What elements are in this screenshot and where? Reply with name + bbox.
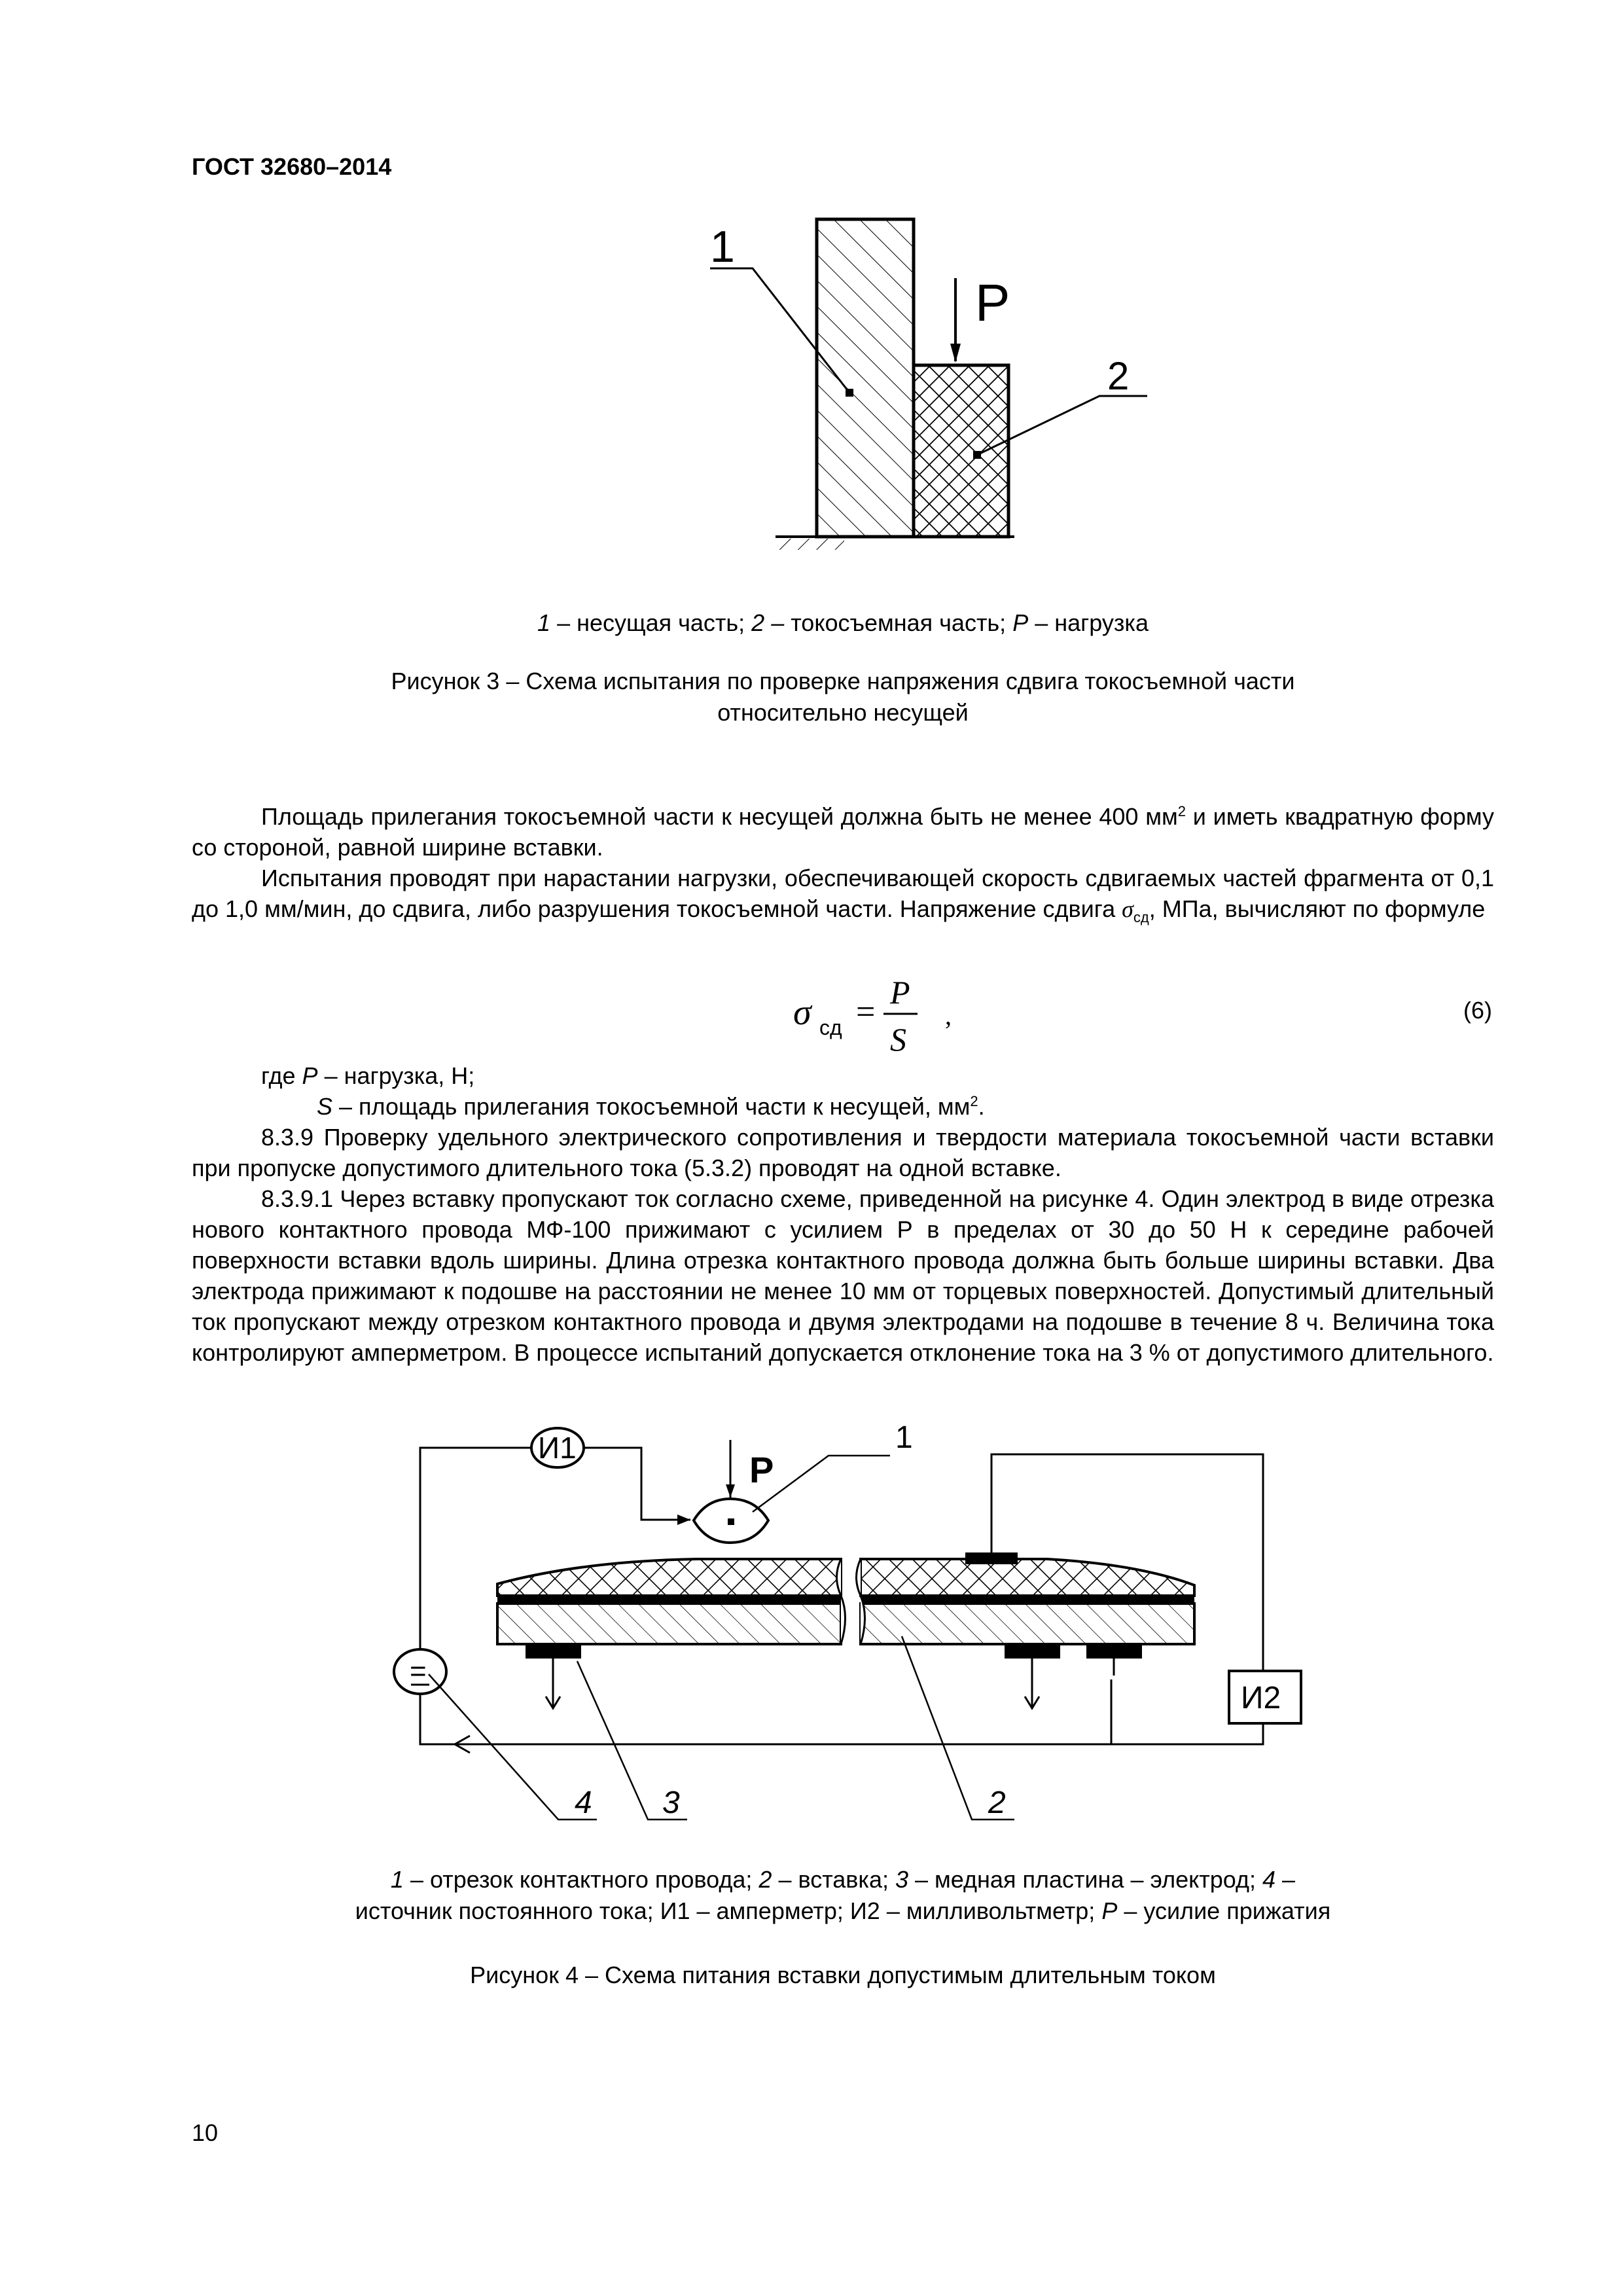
where2-sup: 2 — [970, 1093, 978, 1109]
formula-numerator: P — [890, 974, 910, 1011]
p2-text-b: , МПа, вычисляют по формуле — [1149, 895, 1486, 922]
where2-text-b: – площадь прилегания токосъемной части к несущей, мм — [332, 1093, 971, 1120]
insert-left-top — [497, 1559, 841, 1596]
load-label: P — [975, 274, 1010, 332]
where1-text-a: где — [261, 1062, 302, 1089]
where1-sym: P — [302, 1062, 318, 1089]
formula-6 — [792, 971, 988, 1062]
p1-sup: 2 — [1177, 803, 1186, 819]
callout-2-fig4: 2 — [988, 1785, 1006, 1820]
source-symbol: = — [410, 1655, 427, 1687]
insert-right-top — [861, 1559, 1194, 1596]
where2-sym: S — [317, 1093, 333, 1120]
where-line-2 — [317, 1091, 1494, 1122]
formula-denominator: S — [890, 1021, 906, 1058]
p1-text-a: Площадь прилегания токосъемной части к несущей должна быть не менее 400 мм — [261, 803, 1178, 830]
figure-3-title — [192, 666, 1494, 728]
figure-3 — [694, 209, 1178, 550]
p2-sub: сд — [1133, 909, 1149, 926]
legend-num-1: 1 — [537, 609, 551, 636]
f4-num-2: 2 — [758, 1866, 772, 1893]
equation-number: (6) — [1463, 997, 1492, 1024]
f4-text-2: – вставка; — [772, 1866, 895, 1893]
f4-text-3: – медная пластина – электрод; — [908, 1866, 1262, 1893]
where-line-1 — [261, 1060, 1494, 1091]
page-number: 10 — [192, 2119, 219, 2146]
callout-4-fig4: 4 — [575, 1785, 592, 1820]
paragraph-8-3-9: 8.3.9 Проверку удельного электрического сопротивления и твердости материала токосъемной части вставки при пропуске допустимого длительного тока (5.3.2) проводят на одной вставке. — [192, 1124, 1494, 1181]
figure-4-legend-line2 — [192, 1895, 1494, 1927]
electrode-bottom-mid — [1005, 1644, 1060, 1659]
paragraph-8-3-9-1: 8.3.9.1 Через вставку пропускают ток согласно схеме, приведенной на рисунке 4. Один электрод в виде отрезка нового контактного провода МФ-100 прижимают с усилием Р в пределах от 30 до 50 Н к середине рабочей поверхности вставки вдоль ширины. Длина отрезка контактного провода должна быть больше ширины вставки. Два электрода прижимают к подошве на расстоянии не менее 10 мм от торцевых поверхностей. Допустимый длительный ток пропускают между отрезком контактного провода и двумя электродами на подошве в течение 8 ч. Величина тока контролируют амперметром. В процессе испытаний допускается отклонение тока на 3 % от допустимого длительного. — [192, 1185, 1494, 1366]
callout-1-fig4: 1 — [895, 1420, 913, 1455]
legend-text-p: – нагрузка — [1028, 609, 1149, 636]
paragraph-test-procedure — [192, 863, 1494, 933]
legend-sym-p: P — [1012, 609, 1029, 636]
paragraph-contact-area — [192, 801, 1494, 863]
p2-text-a: Испытания проводят при нарастании нагрузки, обеспечивающей скорость сдвигаемых частей фрагмента от 0,1 до 1,0 мм/мин, до сдвига, либо разрушения токосъемной части. Напряжение сдвига — [192, 865, 1494, 922]
figure-3-title-line2: относительно несущей — [717, 699, 969, 726]
legend-text-2: – токосъемная часть; — [764, 609, 1013, 636]
f4-num-4: 4 — [1262, 1866, 1276, 1893]
f4-text-line2: источник постоянного тока; И1 – амперметр; И2 – милливольтметр; — [355, 1897, 1102, 1924]
millivoltmeter-label: И2 — [1241, 1681, 1281, 1715]
formula-comma: , — [945, 1001, 952, 1030]
formula-equals: = — [856, 994, 876, 1031]
callout-1: 1 — [710, 222, 735, 272]
insert-left-base — [497, 1604, 841, 1644]
legend-text-1: – несущая часть; — [550, 609, 752, 636]
callout-3-fig4: 3 — [662, 1785, 680, 1820]
electrode-top — [965, 1552, 1018, 1564]
ground-hatching — [776, 539, 844, 550]
figure-3-legend — [192, 607, 1494, 639]
f4-text-1: – отрезок контактного провода; — [403, 1866, 759, 1893]
legend-num-2: 2 — [751, 609, 765, 636]
f4-text-4: – — [1275, 1866, 1296, 1893]
p1-text-b: и иметь квадратную форму со стороной, равной ширине вставки. — [192, 803, 1495, 861]
where1-text-b: – нагрузка, Н; — [317, 1062, 475, 1089]
p2-sigma: σ — [1122, 896, 1133, 922]
where2-text-c: . — [978, 1093, 985, 1120]
f4-num-1: 1 — [390, 1866, 404, 1893]
figure-4-title: Рисунок 4 – Схема питания вставки допустимым длительным током — [470, 1962, 1216, 1988]
figure-4-legend-line1 — [192, 1864, 1494, 1895]
f4-num-3: 3 — [895, 1866, 909, 1893]
electrode-bottom-left — [526, 1644, 581, 1659]
callout-2: 2 — [1107, 354, 1130, 398]
current-collecting-part — [914, 365, 1008, 537]
figure-3-title-line1: Рисунок 3 – Схема испытания по проверке напряжения сдвига токосъемной части — [391, 668, 1295, 694]
load-label-fig4: P — [749, 1449, 774, 1490]
formula-sigma: σ — [793, 992, 812, 1033]
formula-sub: сд — [819, 1016, 842, 1039]
f4-sym-p: P — [1101, 1897, 1118, 1924]
document-header: ГОСТ 32680–2014 — [192, 153, 392, 180]
electrode-bottom-right — [1086, 1644, 1142, 1659]
ammeter-label: И1 — [538, 1431, 577, 1465]
insert-right-base — [861, 1604, 1194, 1644]
figure-4 — [366, 1414, 1335, 1833]
bearing-part — [817, 219, 914, 537]
figure-4-legend — [192, 1864, 1494, 1927]
f4-text-p: – усилие прижатия — [1117, 1897, 1331, 1924]
